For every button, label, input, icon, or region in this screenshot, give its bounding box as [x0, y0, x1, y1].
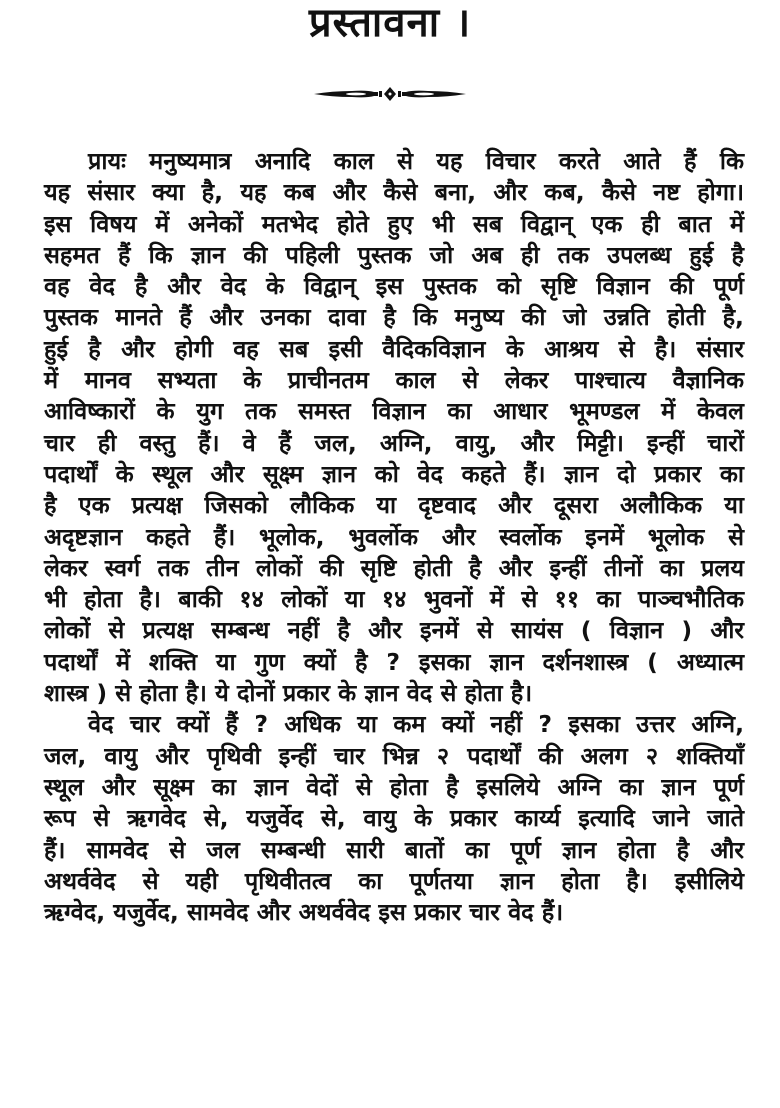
paragraph-2	[44, 709, 744, 928]
paragraph-1	[44, 146, 744, 709]
text-line: सहमत हैं कि ज्ञान की पहिली पुस्तक जो अब ही तक उपलब्ध हुई है	[44, 240, 744, 269]
text-line: चार ही वस्तु हैं। वे हैं जल, अग्नि, वायु, और मिट्टी। इन्हीं चारों	[44, 428, 744, 457]
text-line: अदृष्टज्ञान कहते हैं। भूलोक, भुवर्लोक और स्वर्लोक इनमें भूलोक से	[44, 522, 744, 551]
text-line: लेकर स्वर्ग तक तीन लोकों की सृष्टि होती है और इन्हीं तीनों का प्रलय	[44, 553, 744, 582]
body-text	[44, 146, 744, 928]
text-line: लोकों से प्रत्यक्ष सम्बन्ध नहीं है और इनमें से सायंस ( विज्ञान ) और	[44, 616, 744, 645]
text-line: पुस्तक मानते हैं और उनका दावा है कि मनुष्य की जो उन्नति होती है,	[44, 303, 744, 332]
text-line: आविष्कारों के युग तक समस्त विज्ञान का आधार भूमण्डल में केवल	[44, 397, 744, 426]
text-line: वेद चार क्यों हैं ? अधिक या कम क्यों नहीं ? इसका उत्तर अग्नि,	[88, 710, 744, 739]
text-line: स्थूल और सूक्ष्म का ज्ञान वेदों से होता है इसलिये अग्नि का ज्ञान पूर्ण	[44, 772, 744, 801]
text-line: हैं। सामवेद से जल सम्बन्धी सारी बातों का पूर्ण ज्ञान होता है और	[44, 835, 744, 864]
text-line: भी होता है। बाकी १४ लोकों या १४ भुवनों में से ११ का पाञ्चभौतिक	[44, 585, 744, 614]
ornament-divider-icon	[312, 86, 468, 102]
text-line: है एक प्रत्यक्ष जिसको लौकिक या दृष्टवाद और दूसरा अलौकिक या	[44, 491, 744, 520]
text-line: पदार्थों के स्थूल और सूक्ष्म ज्ञान को वेद कहते हैं। ज्ञान दो प्रकार का	[44, 459, 744, 488]
text-line: में मानव सभ्यता के प्राचीनतम काल से लेकर पाश्चात्य वैज्ञानिक	[44, 366, 744, 395]
text-line: पदार्थों में शक्ति या गुण क्यों है ? इसका ज्ञान दर्शनशास्त्र ( अध्यात्म	[44, 647, 744, 676]
text-line: यह संसार क्या है, यह कब और कैसे बना, और कब, कैसे नष्ट होगा।	[44, 178, 744, 207]
text-line: रूप से ऋगवेद से, यजुर्वेद से, वायु के प्रकार कार्य्य इत्यादि जाने जाते	[44, 804, 744, 833]
page-title: प्रस्तावना ।	[308, 0, 472, 46]
text-line: ऋग्वेद, यजुर्वेद, सामवेद और अथर्ववेद इस प्रकार चार वेद हैं।	[44, 898, 564, 927]
text-line: हुई है और होगी वह सब इसी वैदिकविज्ञान के आश्रय से है। संसार	[44, 334, 744, 363]
text-line: अथर्ववेद से यही पृथिवीतत्व का पूर्णतया ज्ञान होता है। इसीलिये	[44, 866, 744, 895]
text-line: प्रायः मनुष्यमात्र अनादि काल से यह विचार करते आते हैं कि	[88, 147, 744, 175]
text-line: शास्त्र ) से होता है। ये दोनों प्रकार के ज्ञान वेद से होता है।	[44, 679, 533, 708]
text-line: वह वेद है और वेद के विद्वान् इस पुस्तक को सृष्टि विज्ञान की पूर्ण	[44, 272, 744, 301]
text-line: इस विषय में अनेकों मतभेद होते हुए भी सब विद्वान् एक ही बात में	[44, 209, 744, 238]
text-line: जल, वायु और पृथिवी इन्हीं चार भिन्न २ पदार्थों की अलग २ शक्तियाँ	[44, 741, 744, 770]
